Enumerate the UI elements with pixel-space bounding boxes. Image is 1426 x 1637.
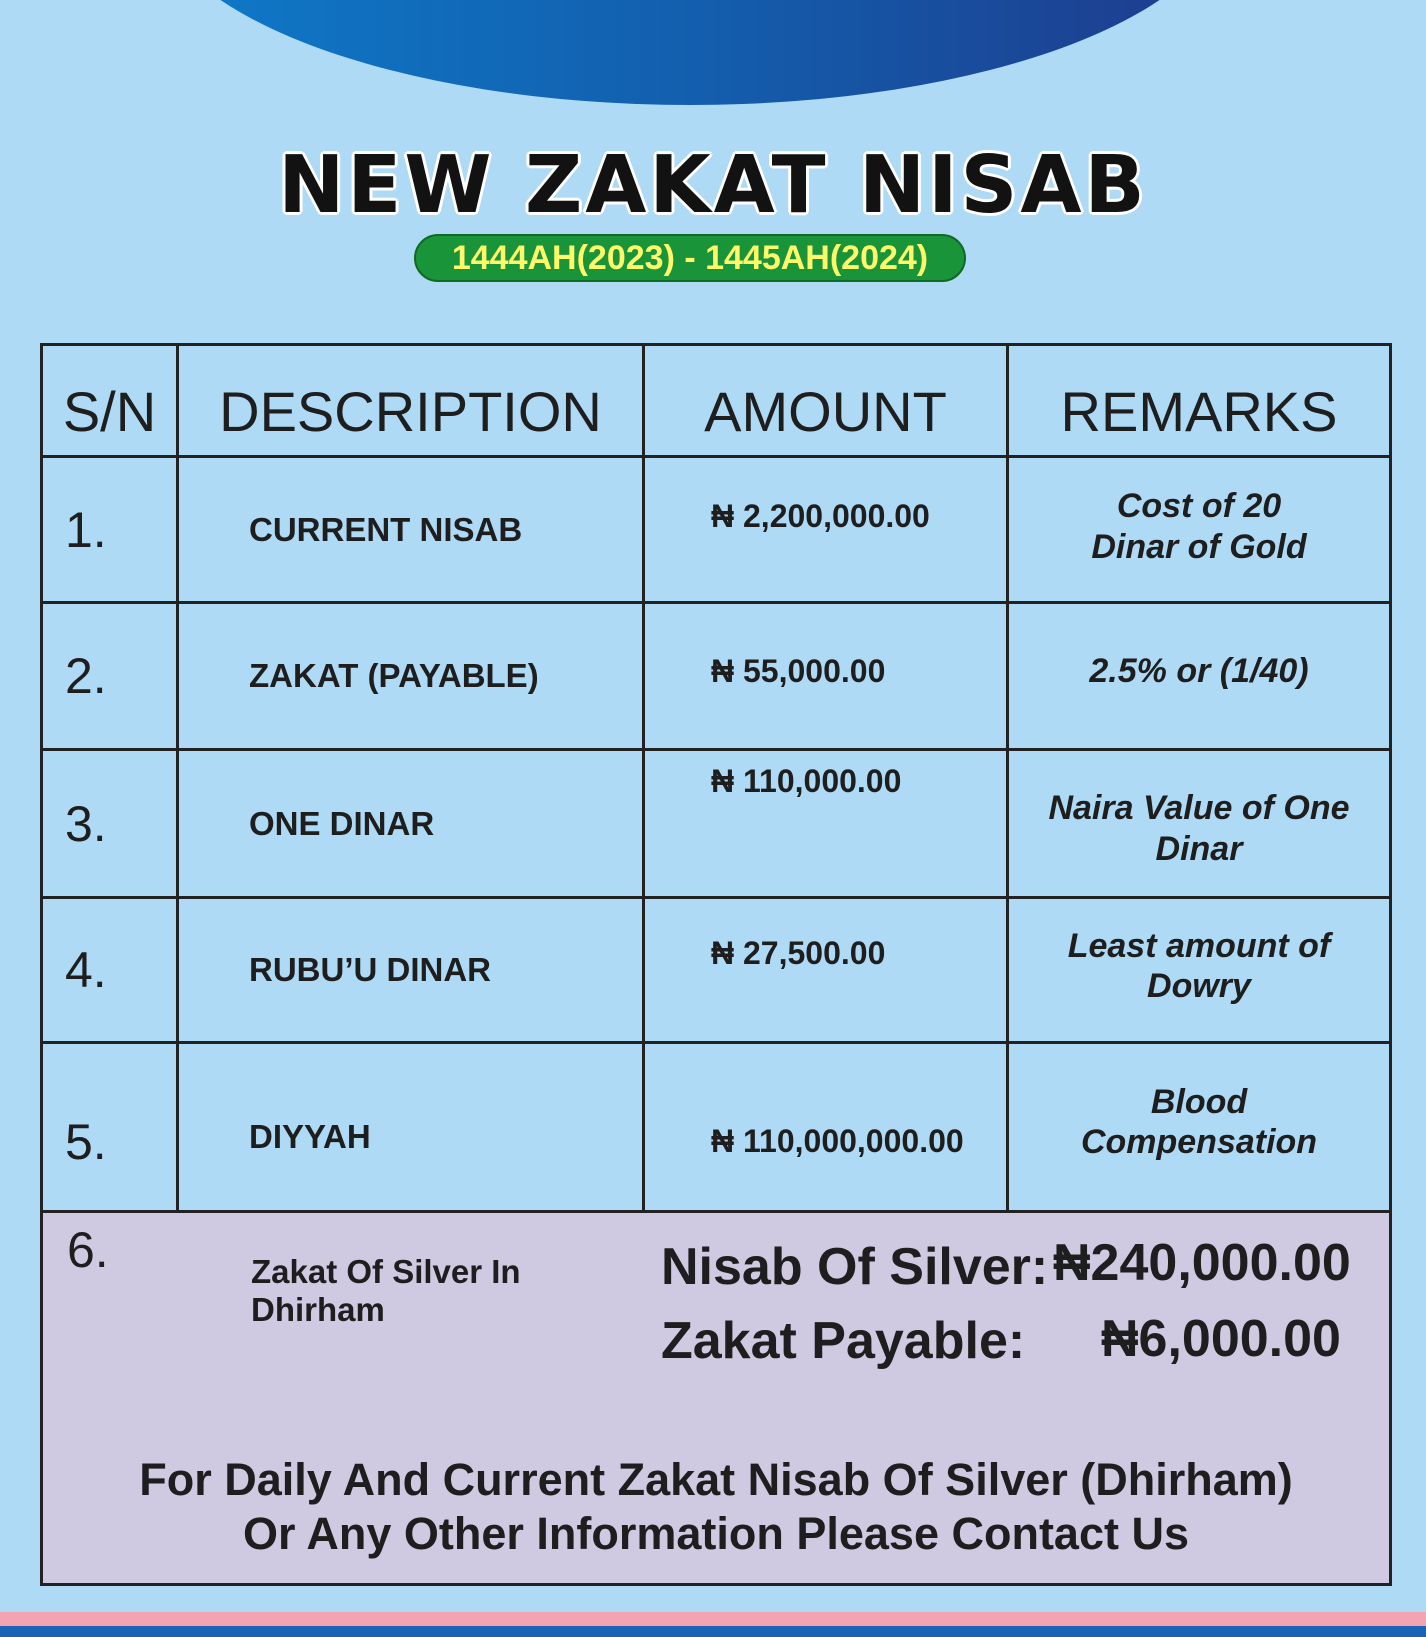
row-amount: ₦ 27,500.00 bbox=[645, 899, 1009, 1041]
row-sn: 4. bbox=[43, 899, 179, 1041]
silver-nisab-panel bbox=[40, 1213, 1392, 1586]
nisab-table bbox=[40, 343, 1392, 1586]
row-description: RUBU’U DINAR bbox=[179, 899, 645, 1041]
row-sn: 3. bbox=[43, 751, 179, 896]
contact-note-line-2: Or Any Other Information Please Contact Us bbox=[242, 1508, 1189, 1559]
header-banner-arc bbox=[150, 0, 1230, 105]
row-remarks: Cost of 20 Dinar of Gold bbox=[1091, 487, 1307, 566]
table-row bbox=[40, 899, 1392, 1044]
table-row bbox=[40, 458, 1392, 604]
row-amount: ₦ 55,000.00 bbox=[645, 604, 1009, 748]
zakat-payable-label: Zakat Payable: bbox=[661, 1312, 1026, 1370]
row-amount: ₦ 110,000.00 bbox=[645, 751, 1009, 896]
row-description: DIYYAH bbox=[179, 1044, 645, 1210]
row-sn: 5. bbox=[43, 1044, 179, 1210]
header-amount: AMOUNT bbox=[645, 346, 1009, 455]
contact-note-line-1: For Daily And Current Zakat Nisab Of Silver (Dhirham) bbox=[139, 1454, 1293, 1505]
table-row bbox=[40, 604, 1392, 751]
row-remarks: 2.5% or (1/40) bbox=[1089, 651, 1309, 690]
row-amount: ₦ 110,000,000.00 bbox=[645, 1044, 1009, 1210]
zakat-payable-value: ₦6,000.00 bbox=[1101, 1310, 1341, 1368]
table-header bbox=[40, 343, 1392, 458]
nisab-of-silver-value: ₦240,000.00 bbox=[1053, 1234, 1351, 1292]
row-sn: 2. bbox=[43, 604, 179, 748]
row-sn: 6. bbox=[67, 1222, 109, 1278]
row-description: ZAKAT (PAYABLE) bbox=[179, 604, 645, 748]
row-remarks: Least amount of Dowry bbox=[1067, 926, 1331, 1005]
table-row bbox=[40, 1044, 1392, 1213]
period-badge bbox=[414, 234, 966, 282]
row-remarks: Blood Compensation bbox=[1080, 1082, 1318, 1161]
footer-stripe-blue bbox=[0, 1626, 1426, 1637]
silver-description: Zakat Of Silver In Dhirham bbox=[251, 1253, 521, 1328]
page-title: NEW ZAKAT NISAB bbox=[278, 139, 1148, 231]
contact-note bbox=[43, 1453, 1389, 1561]
row-amount: ₦ 2,200,000.00 bbox=[645, 458, 1009, 601]
header-remarks: REMARKS bbox=[1060, 380, 1338, 443]
period-text: 1444AH(2023) - 1445AH(2024) bbox=[451, 239, 929, 277]
header-sn: S/N bbox=[43, 346, 179, 455]
row-description: CURRENT NISAB bbox=[179, 458, 645, 601]
row-description: ONE DINAR bbox=[179, 751, 645, 896]
footer-stripe-pink bbox=[0, 1612, 1426, 1626]
nisab-of-silver-label: Nisab Of Silver: bbox=[661, 1238, 1049, 1296]
row-remarks: Naira Value of One Dinar bbox=[1048, 789, 1350, 868]
row-sn: 1. bbox=[43, 458, 179, 601]
header-description: DESCRIPTION bbox=[179, 346, 645, 455]
table-row bbox=[40, 751, 1392, 899]
